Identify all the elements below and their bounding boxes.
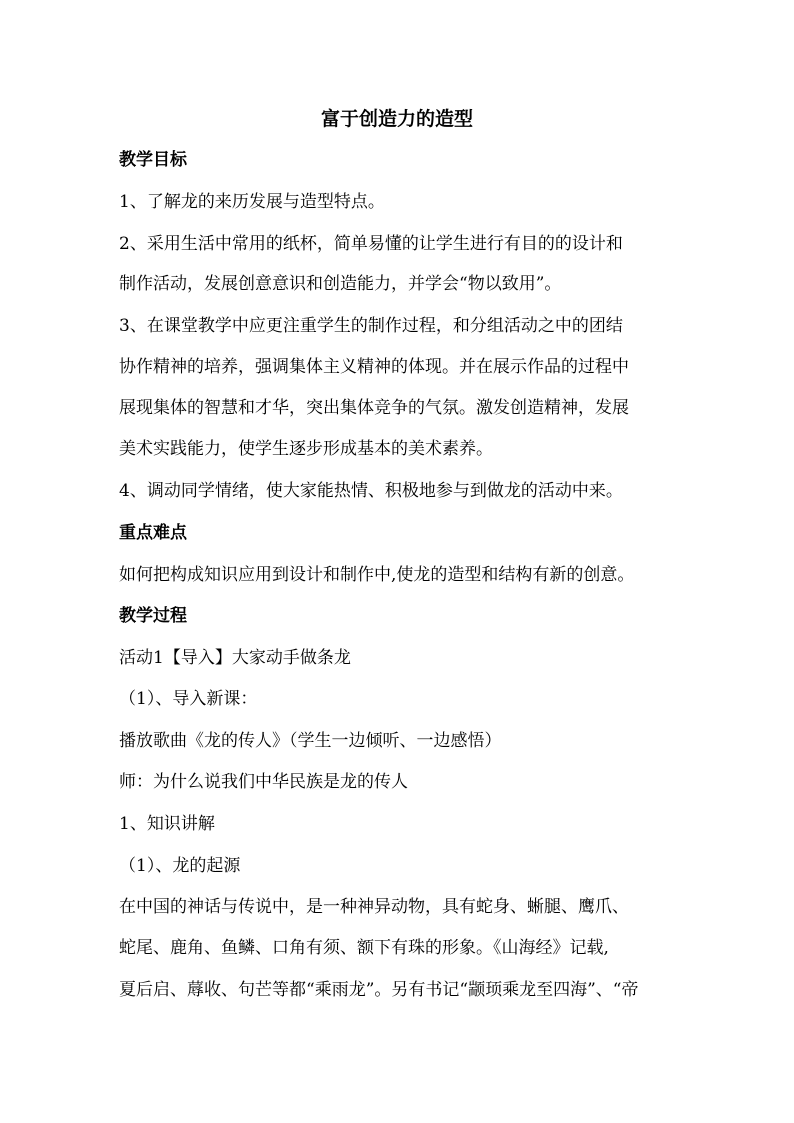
- paragraph-line: 3、在课堂教学中应更注重学生的制作过程，和分组活动之中的团结: [119, 316, 623, 336]
- section-heading-teaching-goals: 教学目标: [119, 150, 187, 170]
- paragraph-line: 在中国的神话与传说中，是一种神异动物，具有蛇身、蜥腿、鹰爪、: [119, 897, 629, 917]
- section-heading-key-points: 重点难点: [119, 523, 187, 543]
- paragraph-line: 夏后启、蓐收、句芒等都“乘雨龙”。另有书记“颛顼乘龙至四海”、“帝: [119, 980, 639, 1000]
- paragraph-line: 2、采用生活中常用的纸杯，简单易懂的让学生进行有目的的设计和: [119, 234, 623, 254]
- paragraph-line: 播放歌曲《龙的传人》（学生一边倾听、一边感悟）: [119, 731, 502, 751]
- paragraph-line: 4、调动同学情绪，使大家能热情、积极地参与到做龙的活动中来。: [119, 481, 623, 501]
- paragraph-line: 展现集体的智慧和才华，突出集体竞争的气氛。激发创造精神，发展: [119, 398, 629, 418]
- paragraph-line: 1、了解龙的来历发展与造型特点。: [119, 192, 385, 212]
- paragraph-line: 美术实践能力，使学生逐步形成基本的美术素养。: [119, 439, 493, 459]
- paragraph-line: 活动1【导入】大家动手做条龙: [119, 648, 351, 668]
- paragraph-line: 协作精神的培养，强调集体主义精神的体现。并在展示作品的过程中: [119, 357, 629, 377]
- document-title: 富于创造力的造型: [320, 108, 473, 130]
- paragraph-line: （1）、导入新课：: [119, 689, 258, 709]
- paragraph-line: 蛇尾、鹿角、鱼鳞、口角有须、额下有珠的形象。《山海经》记载,: [119, 938, 609, 958]
- section-heading-teaching-process: 教学过程: [119, 606, 187, 626]
- paragraph-line: 制作活动，发展创意意识和创造能力，并学会“物以致用”。: [119, 274, 562, 294]
- paragraph-line: 师：为什么说我们中华民族是龙的传人: [119, 772, 408, 792]
- paragraph-line: （1）、龙的起源: [119, 856, 241, 876]
- paragraph-line: 1、知识讲解: [119, 814, 215, 834]
- paragraph-line: 如何把构成知识应用到设计和制作中,使龙的造型和结构有新的创意。: [119, 565, 635, 585]
